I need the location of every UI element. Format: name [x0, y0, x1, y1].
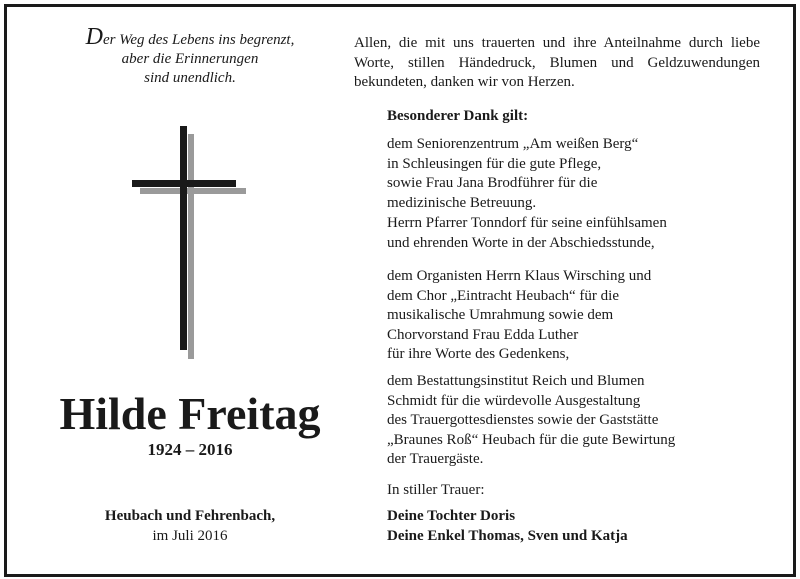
thanks-heading: Besonderer Dank gilt:	[387, 108, 529, 124]
cross-horizontal	[132, 180, 236, 187]
mourning-label: In stiller Trauer:	[387, 482, 485, 498]
thanks-line: sowie Frau Jana Brodführer für die	[387, 175, 598, 191]
thanks-line: dem Bestattungsinstitut Reich und Blumen	[387, 373, 645, 389]
cross-shadow-horizontal	[140, 188, 246, 194]
life-years: 1924 – 2016	[147, 440, 233, 459]
signers	[387, 506, 628, 546]
signer-line: Deine Enkel Thomas, Sven und Katja	[387, 528, 628, 544]
thanks-line: Herrn Pfarrer Tonndorf für seine einfühlsamen	[387, 215, 667, 231]
motto	[40, 24, 340, 88]
thanks-line: Chorvorstand Frau Edda Luther	[387, 326, 579, 343]
cross-symbol	[130, 124, 246, 364]
deceased-name: Hilde Freitag	[59, 388, 321, 439]
date: im Juli 2016	[152, 528, 228, 544]
thanks-line: „Braunes Roß“ Heubach für die gute Bewirtung	[387, 431, 676, 448]
thanks-paragraph	[387, 214, 759, 253]
motto-line-3: sind unendlich.	[144, 70, 236, 86]
motto-line-2: aber die Erinnerungen	[121, 51, 259, 67]
cross-shadow-vertical	[188, 134, 194, 359]
thanks-line: für ihre Worte des Gedenkens,	[387, 346, 570, 362]
thanks-line: Schmidt für die würdevolle Ausgestaltung	[387, 392, 641, 409]
motto-initial: D	[85, 24, 103, 50]
thanks-line: in Schleusingen für die gute Pflege,	[387, 155, 602, 172]
thanks-paragraph	[387, 135, 759, 213]
thanks-line: dem Seniorenzentrum „Am weißen Berg“	[387, 136, 639, 152]
thanks-line: dem Organisten Herrn Klaus Wirsching und	[387, 268, 652, 284]
thanks-paragraph	[387, 372, 759, 470]
motto-line-1: er Weg des Lebens ins begrenzt,	[102, 32, 295, 48]
thanks-line: musikalische Umrahmung sowie dem	[387, 307, 614, 323]
thanks-paragraph	[387, 267, 759, 365]
thanks-line: des Trauergottesdienstes sowie der Gaststätte	[387, 412, 659, 428]
thanks-line: der Trauergäste.	[387, 451, 484, 467]
thanks-line: medizinische Betreuung.	[387, 194, 537, 211]
place: Heubach und Fehrenbach,	[104, 508, 276, 524]
cross-vertical	[180, 126, 187, 350]
thanks-line: und ehrenden Worte in der Abschiedsstunde,	[387, 234, 655, 251]
thanks-line: dem Chor „Eintracht Heubach“ für die	[387, 287, 619, 304]
intro-text: Allen, die mit uns trauerten und ihre Anteilnahme durch liebe Worte, stillen Händedruck, Blumen und Geldzuwendungen bekundeten, danken wir von Herzen.	[354, 35, 760, 90]
signer-line: Deine Tochter Doris	[387, 508, 516, 524]
